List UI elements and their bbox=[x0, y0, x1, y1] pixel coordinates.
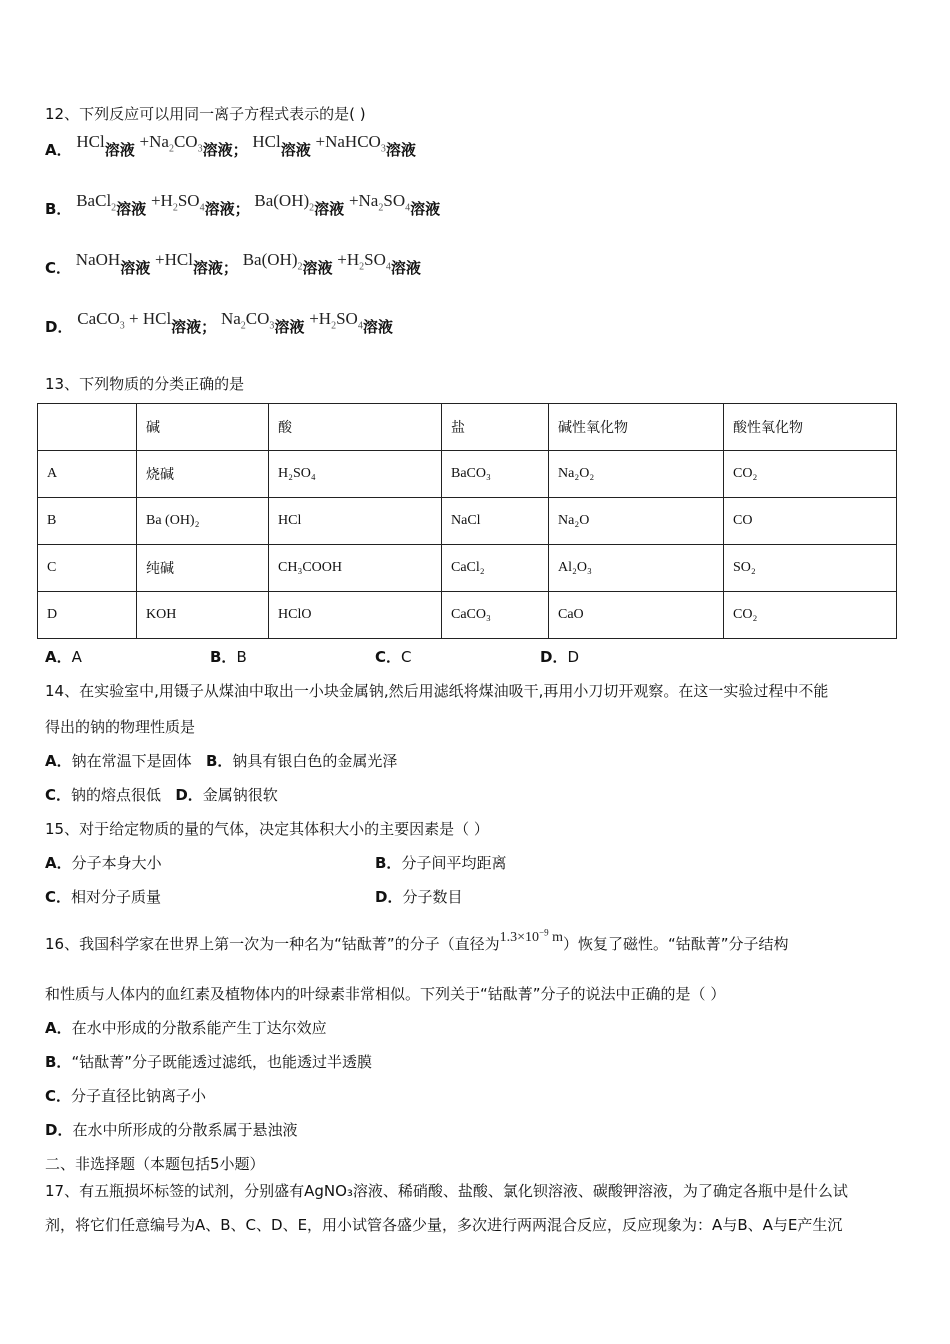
table-cell: H₂SO₄ bbox=[269, 451, 442, 498]
table-cell: SO₂ bbox=[724, 545, 897, 592]
q15-stem: 15、对于给定物质的量的气体，决定其体积大小的主要因素是（ ） bbox=[45, 820, 489, 838]
solution-word: 溶液 bbox=[410, 200, 441, 218]
option-label: A． bbox=[45, 141, 72, 159]
table-cell: Na₂O₂ bbox=[549, 451, 724, 498]
formula: $+Na_2CO_3$ bbox=[139, 132, 203, 155]
table-cell: A bbox=[38, 451, 137, 498]
table-cell: CaCl₂ bbox=[442, 545, 549, 592]
q14-options-ab: A．钠在常温下是固体 B．钠具有银白色的金属光泽 bbox=[45, 752, 398, 770]
table-header: 盐 bbox=[442, 404, 549, 451]
formula: $+H_2SO_4$ bbox=[309, 309, 363, 332]
solution-word: 溶液 bbox=[385, 141, 416, 159]
table-header: 碱 bbox=[137, 404, 269, 451]
q16-option-c: C．分子直径比钠离子小 bbox=[45, 1087, 207, 1105]
option-label: C． bbox=[45, 259, 72, 277]
table-header: 酸性氧化物 bbox=[724, 404, 897, 451]
table-cell: CH₃COOH bbox=[269, 545, 442, 592]
formula: $Na_2CO_3$ bbox=[220, 309, 275, 332]
q12-option-c bbox=[45, 250, 421, 280]
q12-option-d bbox=[45, 309, 393, 339]
table-row bbox=[38, 592, 897, 639]
q16-option-d: D．在水中所形成的分散系属于悬浊液 bbox=[45, 1121, 298, 1139]
q17-stem-line1: 17、有五瓶损坏标签的试剂，分别盛有AgNO₃溶液、稀硝酸、盐酸、氯化钡溶液、碳酸钾溶液，为了确定各瓶中是什么试 bbox=[45, 1182, 848, 1200]
formula: NaOH bbox=[75, 250, 121, 269]
solution-word: 溶液 bbox=[104, 141, 135, 159]
formula: $Ba(OH)_2$ bbox=[242, 250, 303, 273]
table-row bbox=[38, 451, 897, 498]
q17-stem-line2: 剂，将它们任意编号为A、B、C、D、E，用小试管各盛少量，多次进行两两混合反应，反应现象为：A与B、A与E产生沉 bbox=[45, 1216, 843, 1234]
table-cell: CO bbox=[724, 498, 897, 545]
q15-option-c: C．相对分子质量 bbox=[45, 888, 162, 906]
table-cell: KOH bbox=[137, 592, 269, 639]
solution-word: 溶液 bbox=[274, 318, 305, 336]
q13-option-c: C．C bbox=[375, 648, 412, 666]
formula: $+Na_2SO_4$ bbox=[348, 191, 411, 214]
option-label: B． bbox=[45, 200, 72, 218]
table-row bbox=[38, 498, 897, 545]
q16-stem-line2: 和性质与人体内的血红素及植物体内的叶绿素非常相似。下列关于“钴酞菁”分子的说法中正确的是（ ） bbox=[45, 985, 726, 1003]
q14-stem-line1: 14、在实验室中,用镊子从煤油中取出一小块金属钠,然后用滤纸将煤油吸干,再用小刀切开观察。在这一实验过程中不能 bbox=[45, 682, 829, 700]
q16-option-b: B．“钴酞菁”分子既能透过滤纸，也能透过半透膜 bbox=[45, 1053, 372, 1071]
q13-option-d: D．D bbox=[540, 648, 580, 666]
solution-word: 溶液； bbox=[202, 141, 248, 159]
formula: $Ba(OH)_2$ bbox=[254, 191, 315, 214]
q14-stem-line2: 得出的钠的物理性质是 bbox=[45, 718, 196, 736]
formula: CaCO$_3$ + HCl bbox=[77, 309, 172, 332]
q15-option-a: A．分子本身大小 bbox=[45, 854, 162, 872]
table-row bbox=[38, 545, 897, 592]
q15-option-b: B．分子间平均距离 bbox=[375, 854, 507, 872]
solution-word: 溶液 bbox=[362, 318, 393, 336]
formula: $+H_2SO_4$ bbox=[150, 191, 205, 214]
table-cell: 烧碱 bbox=[137, 451, 269, 498]
table-cell: HCl bbox=[269, 498, 442, 545]
solution-word: 溶液 bbox=[120, 259, 151, 277]
solution-word: 溶液； bbox=[192, 259, 238, 277]
table-cell: CO₂ bbox=[724, 592, 897, 639]
solution-word: 溶液； bbox=[204, 200, 250, 218]
table-cell: NaCl bbox=[442, 498, 549, 545]
table-cell: CO₂ bbox=[724, 451, 897, 498]
table-header-row bbox=[38, 404, 897, 451]
q12-option-a bbox=[45, 132, 416, 162]
q16-stem-line1: 16、我国科学家在世界上第一次为一种名为“钴酞菁”的分子（直径为$1.3\times 10^{-9}$ m）恢复了磁性。“钴酞菁”分子结构 bbox=[45, 927, 789, 953]
table-cell: Al₂O₃ bbox=[549, 545, 724, 592]
q12-stem: 12、下列反应可以用同一离子方程式表示的是( ) bbox=[45, 105, 366, 123]
q14-options-cd: C．钠的熔点很低 D．金属钠很软 bbox=[45, 786, 278, 804]
q12-option-b bbox=[45, 191, 441, 221]
formula: HCl bbox=[252, 132, 281, 151]
table-cell: HClO bbox=[269, 592, 442, 639]
q15-option-d: D．分子数目 bbox=[375, 888, 463, 906]
section-heading: 二、非选择题（本题包括5小题） bbox=[45, 1155, 265, 1173]
table-cell: CaO bbox=[549, 592, 724, 639]
table-cell: B bbox=[38, 498, 137, 545]
table-cell: CaCO₃ bbox=[442, 592, 549, 639]
table-cell: Na₂O bbox=[549, 498, 724, 545]
solution-word: 溶液 bbox=[390, 259, 421, 277]
formula: $+H_2SO_4$ bbox=[337, 250, 391, 273]
formula: +HCl bbox=[154, 250, 193, 269]
formula: BaCl$_2$ bbox=[76, 191, 117, 214]
q16-option-a: A．在水中形成的分散系能产生丁达尔效应 bbox=[45, 1019, 327, 1037]
table-header: 酸 bbox=[269, 404, 442, 451]
table-cell: D bbox=[38, 592, 137, 639]
table-header bbox=[38, 404, 137, 451]
solution-word: 溶液 bbox=[314, 200, 345, 218]
table-header: 碱性氧化物 bbox=[549, 404, 724, 451]
solution-word: 溶液 bbox=[302, 259, 333, 277]
solution-word: 溶液 bbox=[116, 200, 147, 218]
option-label: D． bbox=[45, 318, 73, 336]
q13-option-a: A．A bbox=[45, 648, 82, 666]
table-cell: 纯碱 bbox=[137, 545, 269, 592]
classification-table bbox=[37, 403, 897, 639]
formula: +NaHCO$_3$ bbox=[315, 132, 386, 155]
table-cell: Ba (OH)₂ bbox=[137, 498, 269, 545]
diameter-formula: $1.3\times 10^{-9}$ m bbox=[499, 927, 564, 945]
formula: HCl bbox=[76, 132, 105, 151]
table-cell: BaCO₃ bbox=[442, 451, 549, 498]
q13-stem: 13、下列物质的分类正确的是 bbox=[45, 375, 245, 393]
q13-option-b: B．B bbox=[210, 648, 247, 666]
solution-word: 溶液； bbox=[171, 318, 217, 336]
table-cell: C bbox=[38, 545, 137, 592]
solution-word: 溶液 bbox=[280, 141, 311, 159]
